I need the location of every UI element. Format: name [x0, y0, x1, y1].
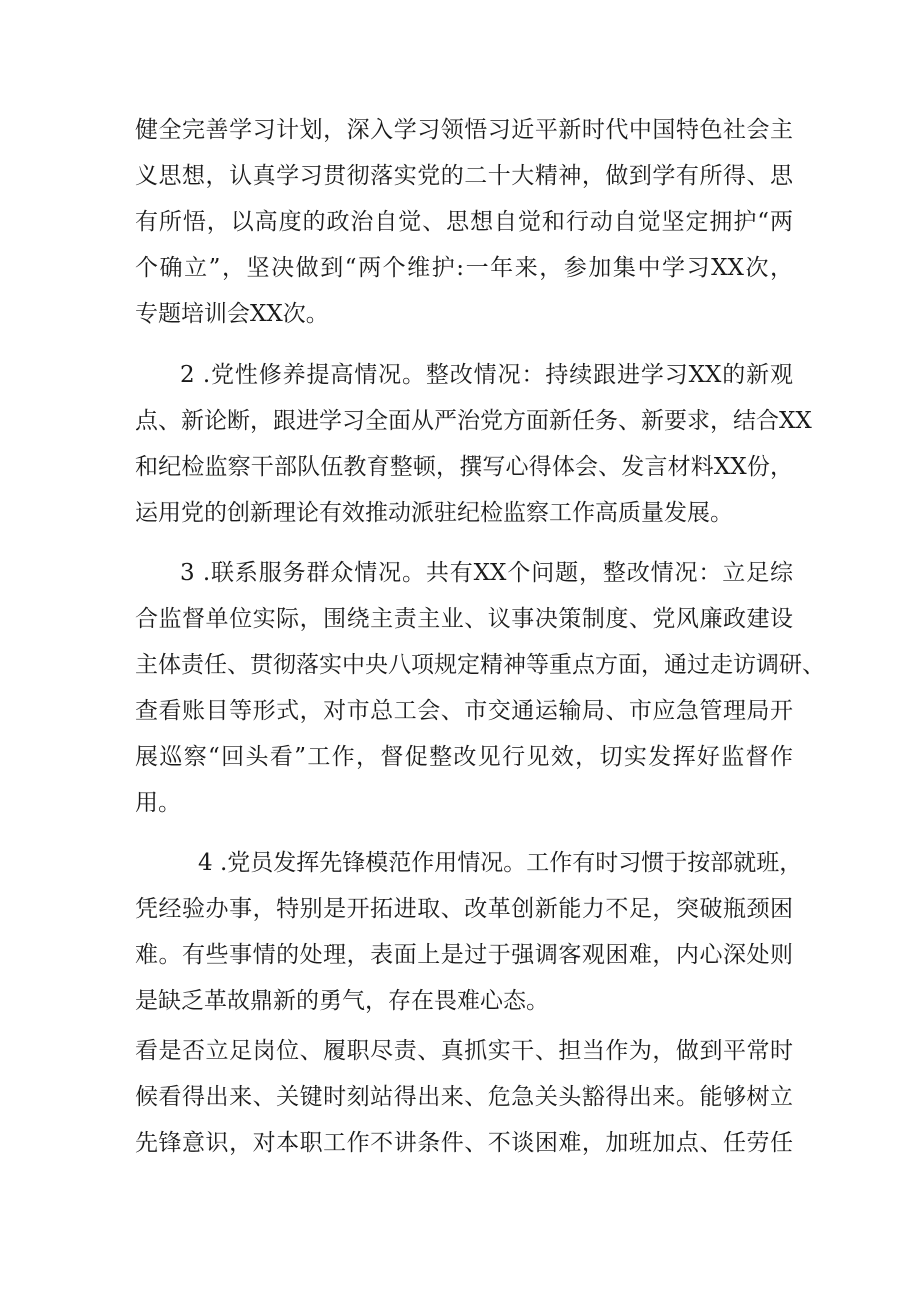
- text-line: 专题培训会XX次。: [135, 301, 329, 327]
- text-line: 合监督单位实际，围绕主责主业、议事决策制度、党风廉政建设: [135, 606, 793, 632]
- text-line: 和纪检监察干部队伍教育整顿，撰写心得体会、发言材料XX份，: [135, 454, 793, 480]
- text-line: 3 .联系服务群众情况。共有XX个问题，整改情况：立足综: [180, 560, 793, 586]
- text-line: 先锋意识，对本职工作不讲条件、不谈困难，加班加点、任劳任: [135, 1130, 793, 1156]
- text-line: 运用党的创新理论有效推动派驻纪检监察工作高质量发展。: [135, 500, 733, 526]
- text-line: 义思想，认真学习贯彻落实党的二十大精神，做到学有所得、思: [135, 163, 793, 189]
- text-line: 4 .党员发挥先锋模范作用情况。工作有时习惯于按部就班，: [198, 850, 803, 876]
- text-line: 凭经验办事，特别是开拓进取、改革创新能力不足，突破瓶颈困: [135, 896, 793, 922]
- text-line: 查看账目等形式，对市总工会、市交通运输局、市应急管理局开: [135, 698, 793, 724]
- text-line: 有所悟，以高度的政治自觉、思想自觉和行动自觉坚定拥护“两: [135, 209, 793, 235]
- text-line: 健全完善学习计划，深入学习领悟习近平新时代中国特色社会主: [135, 117, 793, 143]
- text-line: 用。: [135, 790, 181, 816]
- text-line: 难。有些事情的处理，表面上是过于强调客观困难，内心深处则: [135, 942, 793, 968]
- text-line: 2 .党性修养提高情况。整改情况：持续跟进学习XX的新观: [180, 362, 793, 388]
- text-line: 是缺乏革故鼎新的勇气，存在畏难心态。: [135, 988, 549, 1014]
- text-line: 看是否立足岗位、履职尽责、真抓实干、担当作为，做到平常时: [135, 1038, 793, 1064]
- text-line: 展巡察“回头看”工作，督促整改见行见效，切实发挥好监督作: [135, 744, 793, 770]
- text-line: 主体责任、贯彻落实中央八项规定精神等重点方面，通过走访调研、: [135, 652, 825, 678]
- text-line: 候看得出来、关键时刻站得出来、危急关头豁得出来。能够树立: [135, 1084, 793, 1110]
- text-line: 个确立”，坚决做到“两个维护:一年来，参加集中学习XX次，: [135, 255, 793, 281]
- text-line: 点、新论断，跟进学习全面从严治党方面新任务、新要求，结合XX: [135, 408, 812, 434]
